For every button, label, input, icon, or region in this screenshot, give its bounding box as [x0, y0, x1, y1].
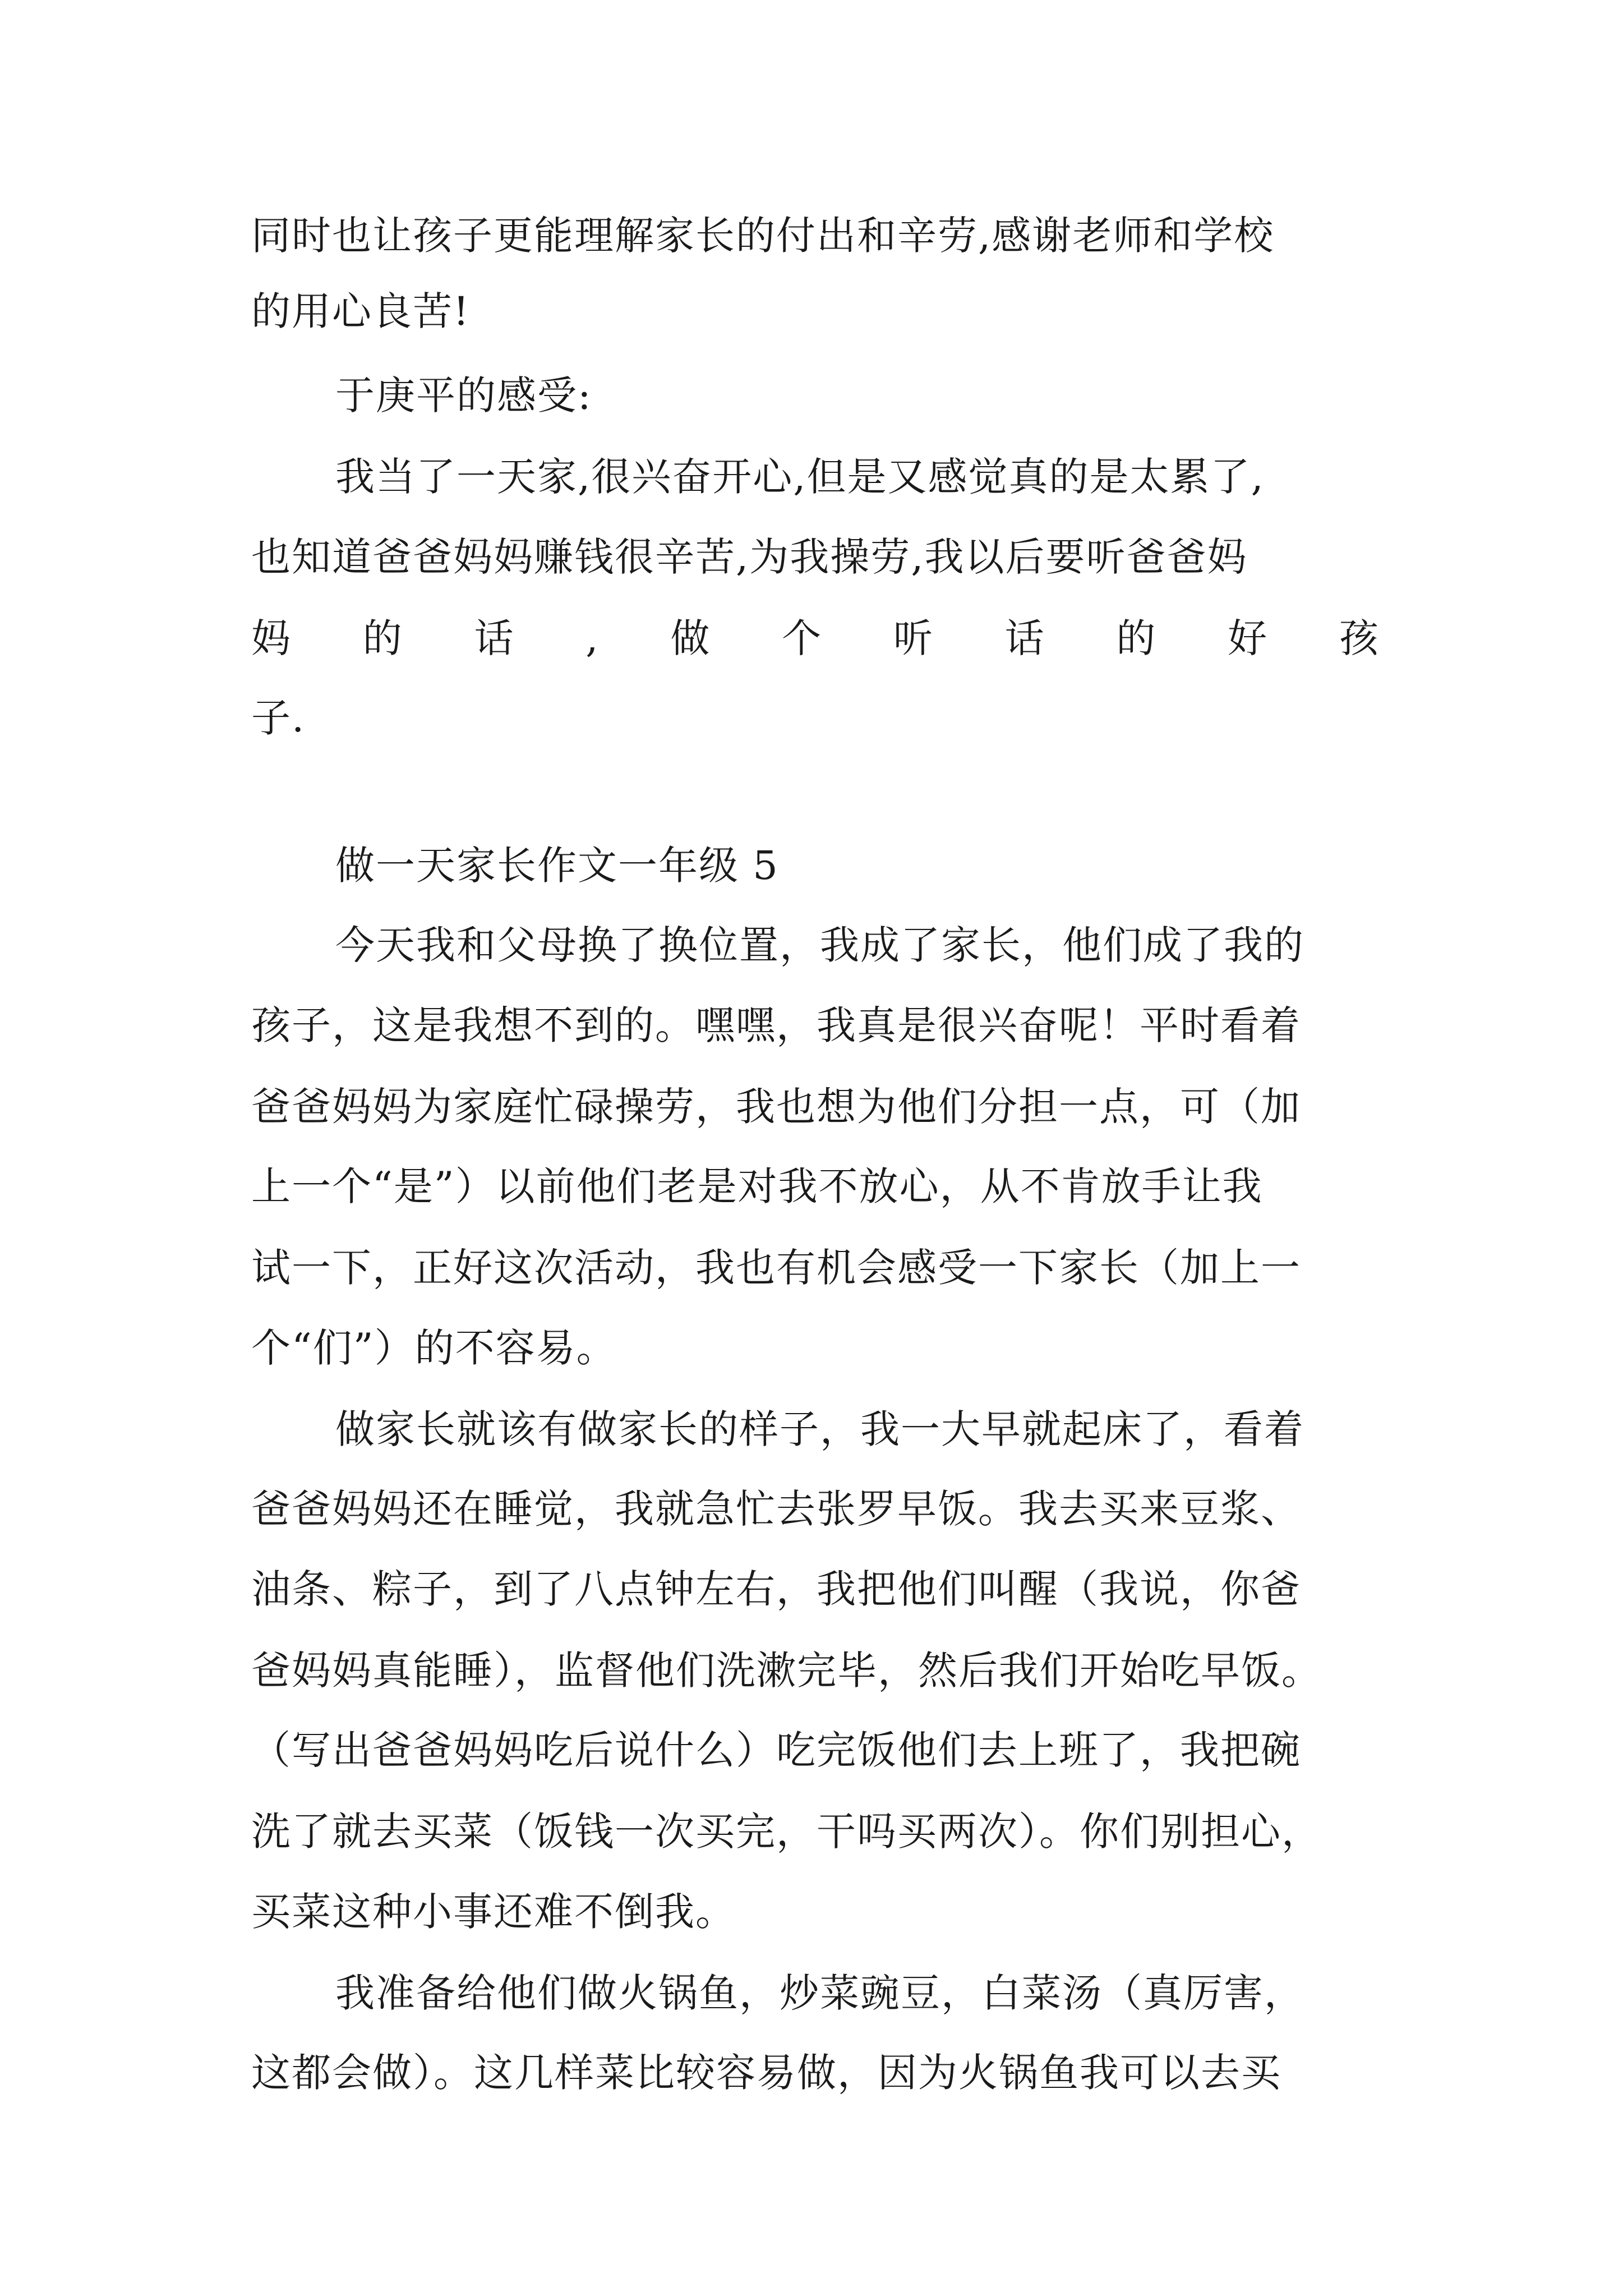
text-line: 油条、粽子，到了八点钟左右，我把他们叫醒（我说，你爸 — [251, 1566, 1301, 1612]
text-char: 话 — [474, 615, 515, 661]
text-line: 爸爸妈妈为家庭忙碌操劳，我也想为他们分担一点，可（加 — [251, 1084, 1301, 1130]
text-line: 子. — [251, 695, 306, 741]
text-line: 买菜这种小事还难不倒我。 — [251, 1889, 736, 1935]
text-line: 试一下，正好这次活动，我也有机会感受一下家长（加上一 — [251, 1245, 1301, 1291]
text-line: 同时也让孩子更能理解家长的付出和辛劳,感谢老师和学校 — [251, 213, 1275, 259]
text-line: 这都会做）。这几样菜比较容易做，因为火锅鱼我可以去买 — [251, 2050, 1281, 2096]
text-char: 话 — [1004, 615, 1045, 661]
text-char: 听 — [893, 615, 934, 661]
text-line: 也知道爸爸妈妈赚钱很辛苦,为我操劳,我以后要听爸爸妈 — [251, 534, 1248, 580]
section-heading: 做一天家长作文一年级 5 — [335, 843, 779, 889]
justified-text-line — [251, 610, 1380, 666]
text-char: 做 — [670, 615, 711, 661]
text-char: 妈 — [251, 615, 292, 661]
text-line: 洗了就去买菜（饭钱一次买完，干吗买两次）。你们别担心， — [251, 1809, 1322, 1855]
text-line: 我当了一天家,很兴奋开心,但是又感觉真的是太累了, — [335, 454, 1265, 500]
text-line: 今天我和父母换了换位置，我成了家长，他们成了我的 — [335, 922, 1304, 968]
text-line: 于庚平的感受: — [335, 372, 592, 418]
text-line: 个“们”）的不容易。 — [251, 1325, 617, 1371]
text-line: 的用心良苦! — [251, 288, 471, 334]
text-char: 的 — [1116, 615, 1157, 661]
text-line: 做家长就该有做家长的样子，我一大早就起床了，看着 — [335, 1406, 1304, 1452]
text-char: 好 — [1228, 615, 1269, 661]
text-line: 孩子，这是我想不到的。嘿嘿，我真是很兴奋呢！平时看着 — [251, 1002, 1301, 1048]
text-char: 个 — [782, 615, 823, 661]
text-line: 爸妈妈真能睡），监督他们洗漱完毕，然后我们开始吃早饭。 — [251, 1648, 1322, 1694]
text-line: 上一个“是”）以前他们老是对我不放心，从不肯放手让我 — [251, 1163, 1263, 1209]
text-line: （写出爸爸妈妈吃后说什么）吃完饭他们去上班了，我把碗 — [251, 1727, 1301, 1773]
text-char: 的 — [362, 615, 403, 661]
text-char: 孩 — [1339, 615, 1380, 661]
text-line: 我准备给他们做火锅鱼，炒菜豌豆，白菜汤（真厉害， — [335, 1970, 1304, 2016]
text-line: 爸爸妈妈还在睡觉，我就急忙去张罗早饭。我去买来豆浆、 — [251, 1486, 1301, 1532]
text-char: , — [585, 615, 600, 661]
